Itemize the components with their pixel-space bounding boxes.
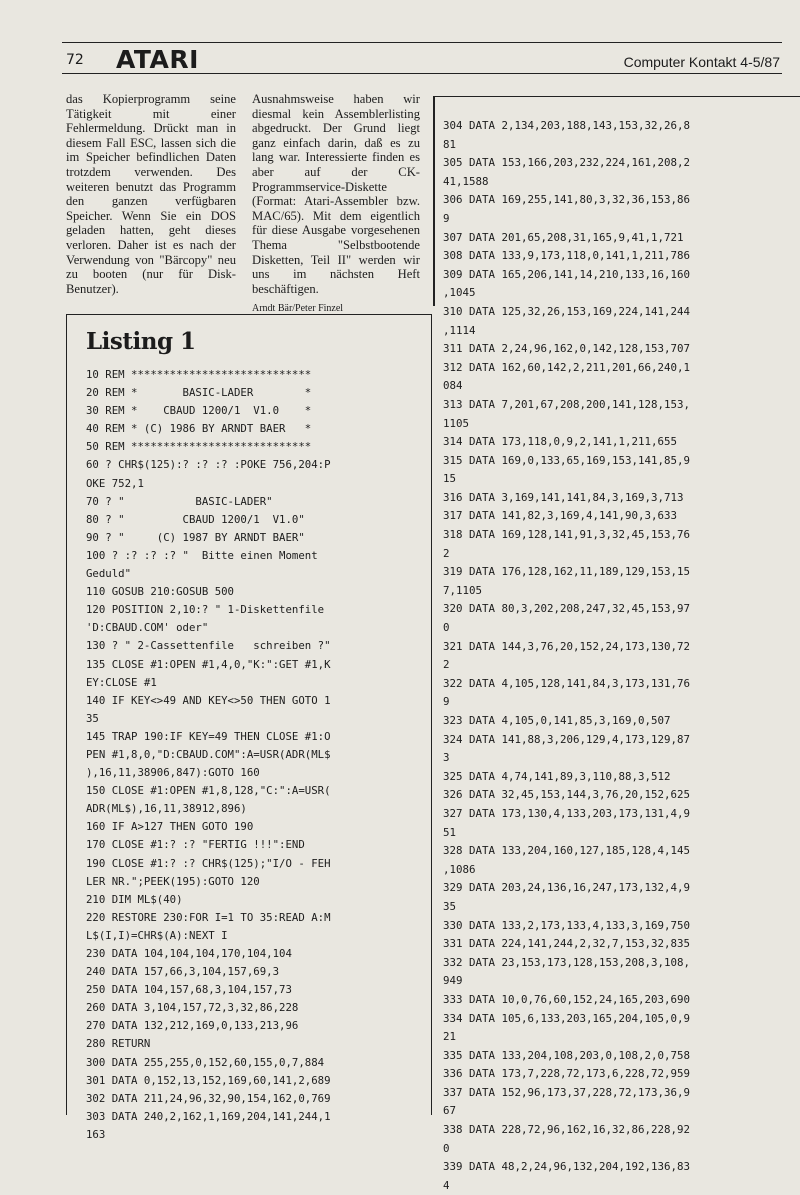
code-line: 325 DATA 4,74,141,89,3,110,88,3,512 <box>443 769 671 783</box>
article-column-left <box>66 92 236 296</box>
code-line: 315 DATA 169,0,133,65,169,153,141,85,9 <box>443 453 691 467</box>
code-line: 314 DATA 173,118,0,9,2,141,1,211,655 <box>443 435 678 449</box>
code-line: 130 ? " 2-Cassettenfile schreiben ?" <box>86 639 331 653</box>
code-line: 270 DATA 132,212,169,0,133,213,96 <box>86 1019 299 1033</box>
code-line: 322 DATA 4,105,128,141,84,3,173,131,76 <box>443 676 691 690</box>
page-number: 72 <box>66 52 84 68</box>
code-line: 35 <box>86 711 99 725</box>
code-line: L$(I,I)=CHR$(A):NEXT I <box>86 928 228 942</box>
code-line: 300 DATA 255,255,0,152,60,155,0,7,884 <box>86 1055 325 1069</box>
code-line: 337 DATA 152,96,173,37,228,72,173,36,9 <box>443 1085 691 1099</box>
article-text-right: Ausnahmsweise haben wir diesmal kein Assemblerlisting abgedruckt. Der Grund liegt ganz einfach darin, daß es zu lang war. Interessierte finden es aber auf der CK-Programmservice-Diskette (Format: Atari-Assembler bzw. MAC/65). Mit dem eigentlich für diese Ausgabe vorgesehenen Thema "Selbstbootende Disketten, Teil II" werden wir uns im nächsten Heft beschäftigen. <box>252 92 420 296</box>
code-line: 15 <box>443 472 457 486</box>
article-text-left: das Kopierprogramm seine Tätigkeit mit einer Fehlermeldung. Drückt man in diesem Fall ESC, lassen sich die im Speicher befindlichen Daten trotzdem verwenden. Des weiteren benutzt das Programm den ganzen verfügbaren Speicher. Wenn Sie ein DOS geladen hatten, geht dieses verloren. Daher ist es nach der Verwendung von "Bärcopy" neu zu booten (nur für Disk-Benutzer). <box>66 92 236 296</box>
code-line: 308 DATA 133,9,173,118,0,141,1,211,786 <box>443 249 691 263</box>
code-line: 4 <box>443 1178 450 1192</box>
code-line: 1105 <box>443 416 470 430</box>
code-line: 120 POSITION 2,10:? " 1-Diskettenfile <box>86 603 325 617</box>
code-line: 90 ? " (C) 1987 BY ARNDT BAER" <box>86 530 305 544</box>
code-line: 210 DIM ML$(40) <box>86 892 183 906</box>
code-line: ),16,11,38906,847):GOTO 160 <box>86 766 260 780</box>
code-line: 309 DATA 165,206,141,14,210,133,16,160 <box>443 267 691 281</box>
code-line: 10 REM **************************** <box>86 368 312 381</box>
code-line: 220 RESTORE 230:FOR I=1 TO 35:READ A:M <box>86 910 331 924</box>
code-line: 324 DATA 141,88,3,206,129,4,173,129,87 <box>443 732 691 746</box>
code-line: 40 REM * (C) 1986 BY ARNDT BAER * <box>86 422 312 436</box>
code-line: 317 DATA 141,82,3,169,4,141,90,3,633 <box>443 509 678 523</box>
code-line: 145 TRAP 190:IF KEY=49 THEN CLOSE #1:O <box>86 729 331 743</box>
code-line: ADR(ML$),16,11,38912,896) <box>86 802 247 816</box>
code-line: 336 DATA 173,7,228,72,173,6,228,72,959 <box>443 1067 691 1081</box>
article-column-right <box>252 92 420 317</box>
code-line: ,1086 <box>443 862 476 876</box>
code-line: 333 DATA 10,0,76,60,152,24,165,203,690 <box>443 992 691 1006</box>
code-line: 240 DATA 157,66,3,104,157,69,3 <box>86 965 280 979</box>
code-line: 323 DATA 4,105,0,141,85,3,169,0,507 <box>443 714 671 727</box>
code-line: 50 REM **************************** <box>86 440 312 454</box>
code-line: 328 DATA 133,204,160,127,185,128,4,145 <box>443 844 691 858</box>
code-line: 163 <box>86 1127 106 1141</box>
code-line: 084 <box>443 379 463 393</box>
code-line: 326 DATA 32,45,153,144,3,76,20,152,625 <box>443 788 691 802</box>
code-line: 20 REM * BASIC-LADER * <box>86 386 312 400</box>
code-line: 310 DATA 125,32,26,153,169,224,141,244 <box>443 304 691 318</box>
code-line: 2 <box>443 546 450 560</box>
code-line: 306 DATA 169,255,141,80,3,32,36,153,86 <box>443 193 691 207</box>
code-line: 80 ? " CBAUD 1200/1 V1.0" <box>86 512 305 526</box>
code-line: 331 DATA 224,141,244,2,32,7,153,32,835 <box>443 937 691 951</box>
code-line: 'D:CBAUD.COM' oder" <box>86 621 209 635</box>
header-bottom-rule <box>62 73 782 74</box>
code-line: 51 <box>443 825 457 839</box>
code-line: 160 IF A>127 THEN GOTO 190 <box>86 820 254 834</box>
code-line: 319 DATA 176,128,162,11,189,129,153,15 <box>443 565 691 579</box>
header-top-rule <box>62 42 782 43</box>
code-line: 304 DATA 2,134,203,188,143,153,32,26,8 <box>443 119 691 132</box>
code-line: 335 DATA 133,204,108,203,0,108,2,0,758 <box>443 1048 691 1062</box>
code-line: 332 DATA 23,153,173,128,153,208,3,108, <box>443 955 691 969</box>
code-line: OKE 752,1 <box>86 476 144 490</box>
code-line: 312 DATA 162,60,142,2,211,201,66,240,1 <box>443 360 691 374</box>
code-line: 303 DATA 240,2,162,1,169,204,141,244,1 <box>86 1109 331 1123</box>
code-line: 135 CLOSE #1:OPEN #1,4,0,"K:":GET #1,K <box>86 657 331 671</box>
code-line: 949 <box>443 974 463 988</box>
code-line: 190 CLOSE #1:? :? CHR$(125);"I/O - FEH <box>86 856 331 870</box>
code-line: 30 REM * CBAUD 1200/1 V1.0 * <box>86 404 312 418</box>
code-line: 41,1588 <box>443 174 489 188</box>
code-line: 305 DATA 153,166,203,232,224,161,208,2 <box>443 156 691 170</box>
code-line: 307 DATA 201,65,208,31,165,9,41,1,721 <box>443 230 684 244</box>
code-line: 260 DATA 3,104,157,72,3,32,86,228 <box>86 1001 299 1015</box>
code-line: 316 DATA 3,169,141,141,84,3,169,3,713 <box>443 490 684 504</box>
code-line: 301 DATA 0,152,13,152,169,60,141,2,689 <box>86 1073 331 1087</box>
code-line: 0 <box>443 1141 450 1155</box>
code-line: 230 DATA 104,104,104,170,104,104 <box>86 947 292 960</box>
listing-code-left <box>86 366 422 1144</box>
code-line: 3 <box>443 751 450 765</box>
code-line: 338 DATA 228,72,96,162,16,32,86,228,92 <box>443 1123 691 1137</box>
code-line: 250 DATA 104,157,68,3,104,157,73 <box>86 983 292 997</box>
code-line: 321 DATA 144,3,76,20,152,24,173,130,72 <box>443 639 691 653</box>
code-line: LER NR.";PEEK(195):GOTO 120 <box>86 874 260 888</box>
code-line: ,1114 <box>443 323 476 337</box>
code-line: 9 <box>443 211 450 225</box>
code-line: 110 GOSUB 210:GOSUB 500 <box>86 585 234 599</box>
code-line: 339 DATA 48,2,24,96,132,204,192,136,83 <box>443 1160 691 1174</box>
code-line: 318 DATA 169,128,141,91,3,32,45,153,76 <box>443 528 691 542</box>
code-line: EY:CLOSE #1 <box>86 675 157 689</box>
page-header <box>0 0 800 80</box>
code-line: 70 ? " BASIC-LADER" <box>86 494 273 508</box>
code-line: PEN #1,8,0,"D:CBAUD.COM":A=USR(ADR(ML$ <box>86 747 331 761</box>
brand-title: ATARI <box>116 45 199 74</box>
code-line: 7,1105 <box>443 583 483 597</box>
article-author: Arndt Bär/Peter Finzel <box>252 303 344 315</box>
listing-title: Listing 1 <box>86 328 196 355</box>
code-line: 100 ? :? :? :? " Bitte einen Moment <box>86 548 318 562</box>
code-line: 330 DATA 133,2,173,133,4,133,3,169,750 <box>443 918 691 932</box>
code-line: 2 <box>443 658 450 672</box>
listing-code-right <box>443 117 788 1195</box>
code-line: 280 RETURN <box>86 1037 151 1051</box>
code-line: 302 DATA 211,24,96,32,90,154,162,0,769 <box>86 1091 331 1105</box>
code-line: ,1045 <box>443 286 476 300</box>
code-line: 313 DATA 7,201,67,208,200,141,128,153, <box>443 397 691 411</box>
issue-label: Computer Kontakt 4-5/87 <box>623 54 780 70</box>
code-line: 81 <box>443 137 457 151</box>
code-line: 9 <box>443 695 450 709</box>
code-line: 140 IF KEY<>49 AND KEY<>50 THEN GOTO 1 <box>86 693 331 707</box>
code-line: 67 <box>443 1104 457 1118</box>
code-line: 21 <box>443 1030 457 1044</box>
code-line: 327 DATA 173,130,4,133,203,173,131,4,9 <box>443 806 691 820</box>
code-line: Geduld" <box>86 567 132 581</box>
code-line: 60 ? CHR$(125):? :? :? :POKE 756,204:P <box>86 458 331 472</box>
code-line: 150 CLOSE #1:OPEN #1,8,128,"C:":A=USR( <box>86 784 331 798</box>
code-line: 0 <box>443 621 450 635</box>
code-line: 320 DATA 80,3,202,208,247,32,45,153,97 <box>443 602 691 616</box>
code-line: 35 <box>443 899 457 913</box>
code-line: 311 DATA 2,24,96,162,0,142,128,153,707 <box>443 342 691 356</box>
code-line: 334 DATA 105,6,133,203,165,204,105,0,9 <box>443 1011 691 1025</box>
code-line: 170 CLOSE #1:? :? "FERTIG !!!":END <box>86 838 305 852</box>
code-line: 329 DATA 203,24,136,16,247,173,132,4,9 <box>443 881 691 895</box>
